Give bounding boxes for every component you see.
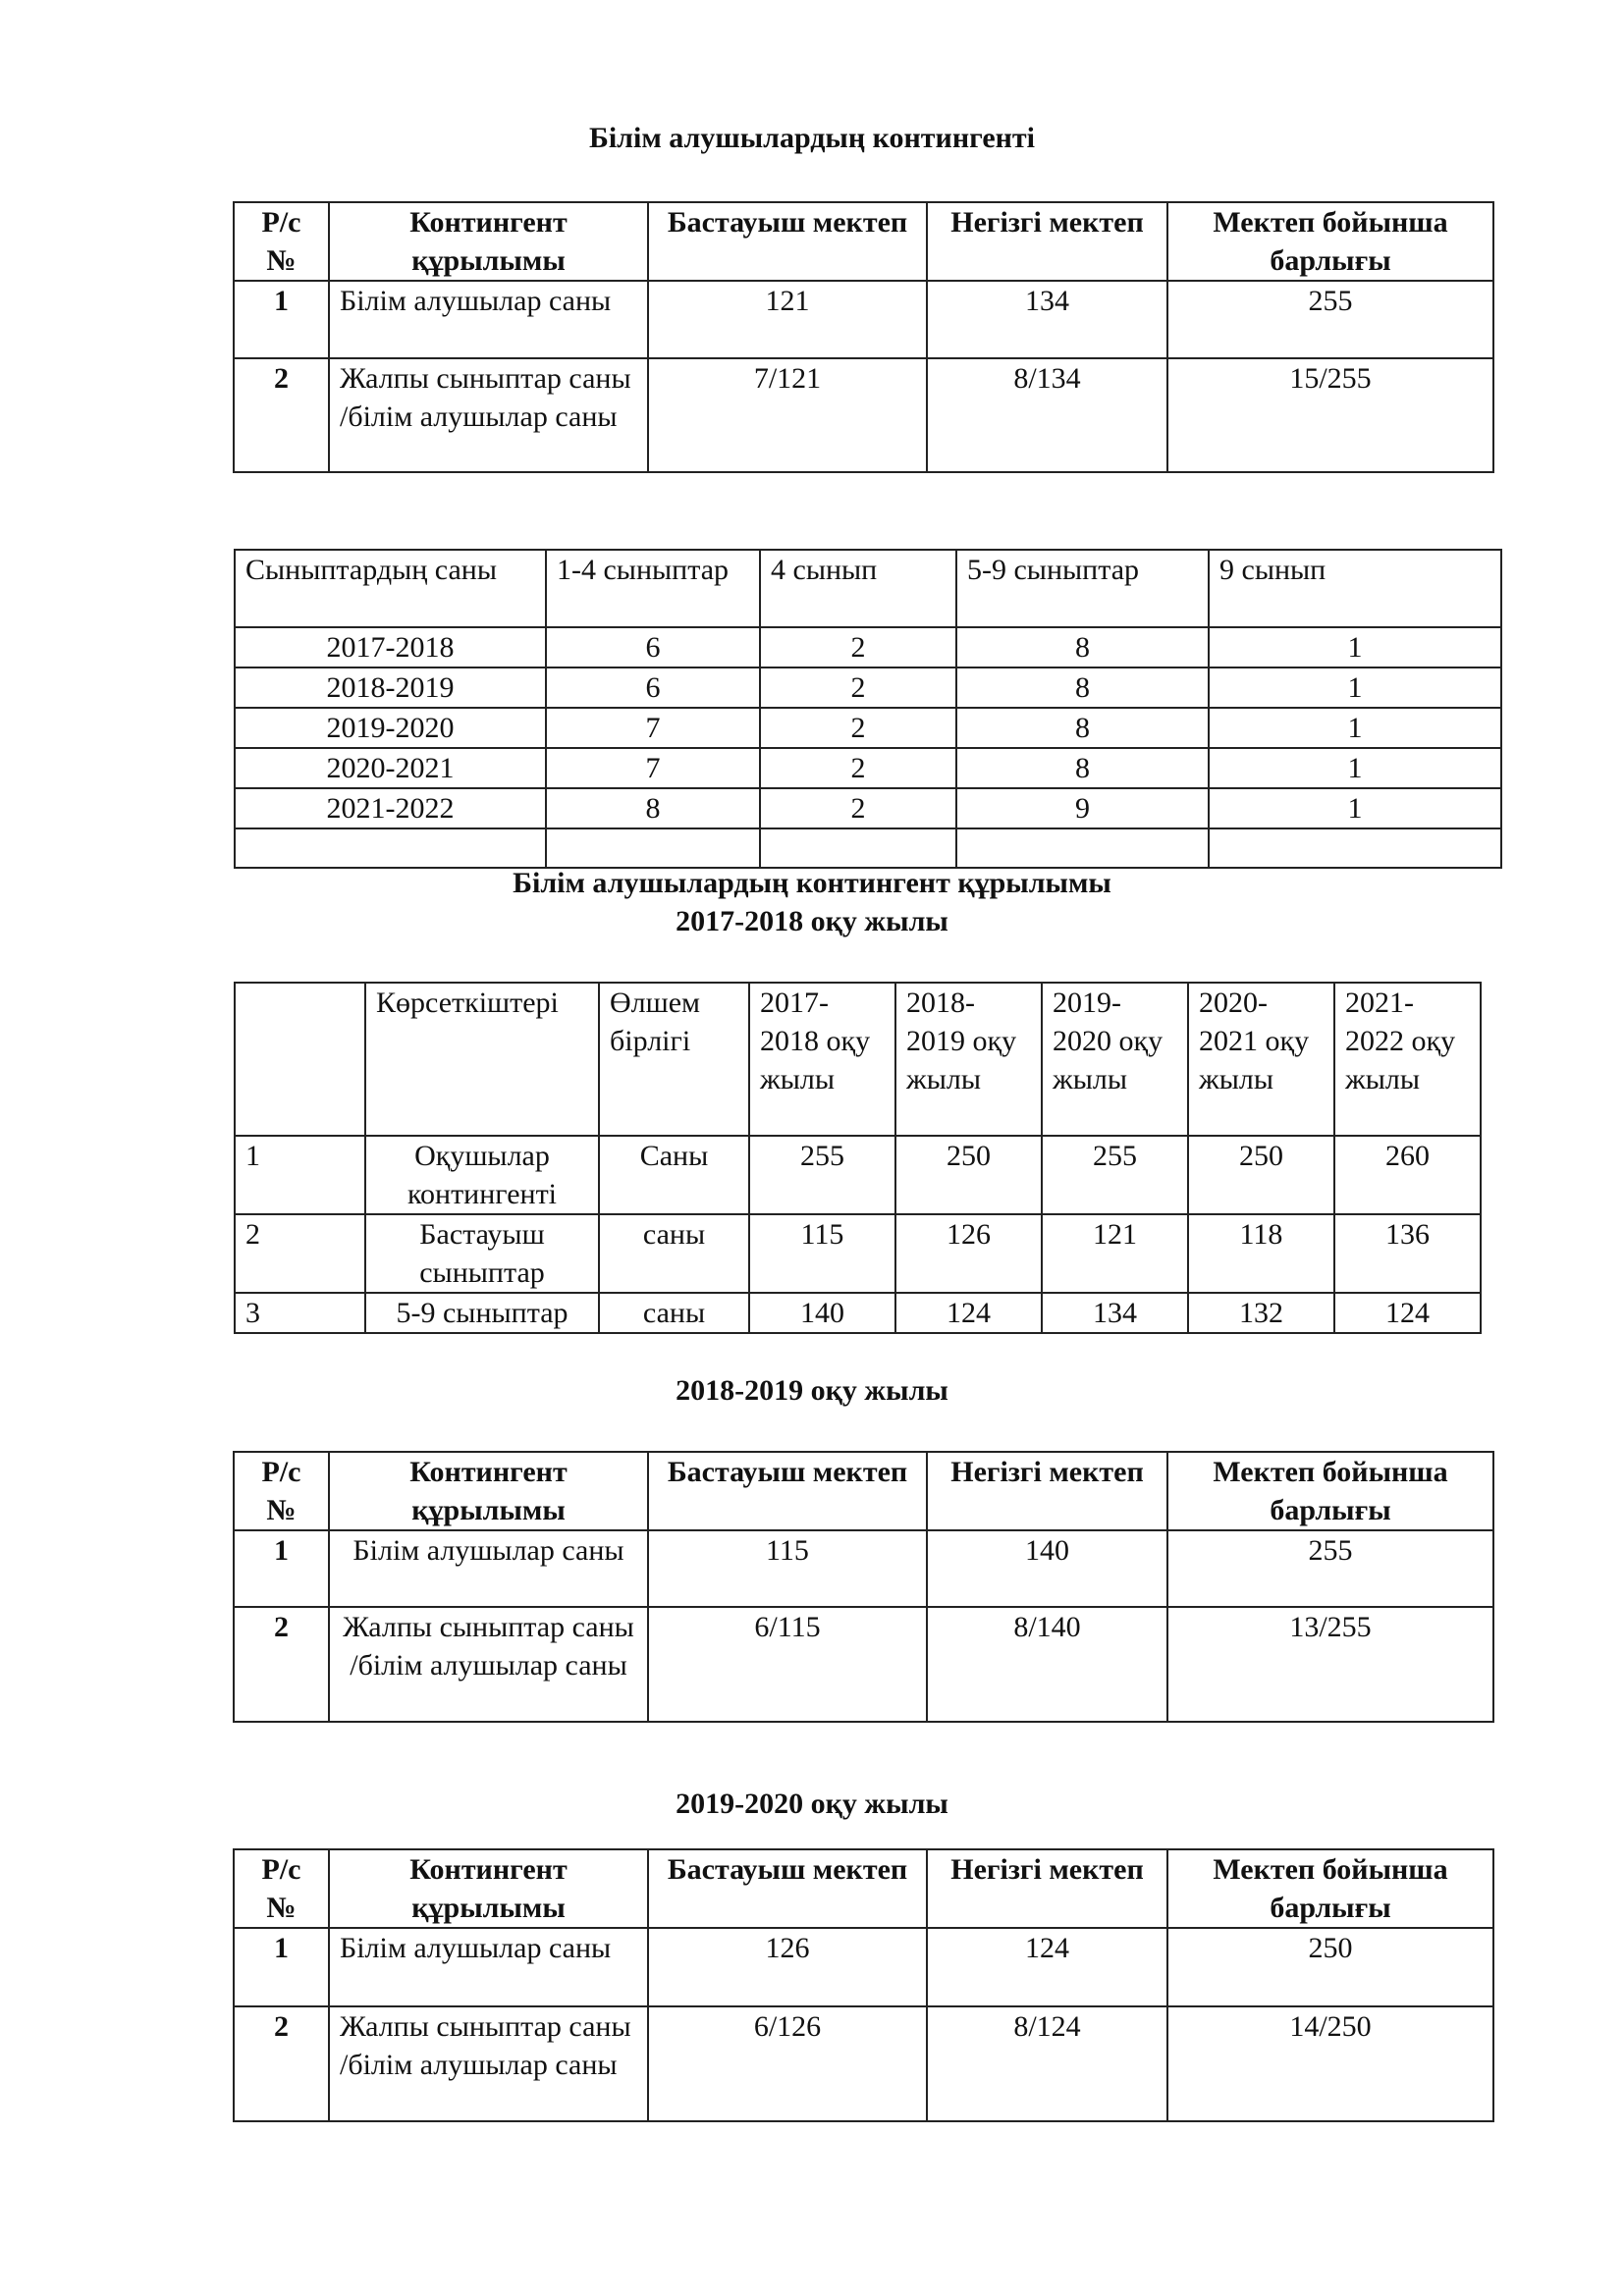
header-cell: Мектеп бойынша барлығы [1167, 1849, 1493, 1928]
value-cell: 1 [1209, 748, 1501, 788]
empty-cell [235, 828, 546, 868]
year-cell: 2018-2019 [235, 667, 546, 708]
cell-total: 15/255 [1167, 358, 1493, 472]
table-header-row [234, 1849, 1493, 1928]
value-cell: 136 [1334, 1214, 1481, 1293]
cell-basic: 8/124 [927, 2006, 1167, 2121]
table-row [235, 627, 1501, 667]
value-cell: 2 [760, 667, 956, 708]
cell-total: 255 [1167, 1530, 1493, 1607]
header-cell: Мектеп бойынша барлығы [1167, 1452, 1493, 1530]
value-cell: 8 [546, 788, 760, 828]
cell-primary: 126 [648, 1928, 927, 2006]
value-cell: 7 [546, 748, 760, 788]
header-cell: 2018-2019 оқу жылы [895, 983, 1042, 1136]
value-cell: 7 [546, 708, 760, 748]
cell-total: 250 [1167, 1928, 1493, 2006]
value-cell: 2 [760, 748, 956, 788]
cell-basic: 134 [927, 281, 1167, 358]
table-row [235, 708, 1501, 748]
value-cell: 9 [956, 788, 1209, 828]
value-cell: 2 [760, 788, 956, 828]
contingent-table-2018-2019 [233, 1451, 1494, 1723]
table-row [235, 1293, 1481, 1333]
value-cell: 8 [956, 708, 1209, 748]
row-number: 1 [235, 1136, 365, 1214]
header-cell: 2021-2022 оқу жылы [1334, 983, 1481, 1136]
table-row [234, 281, 1493, 358]
contingent-table-2019-2020 [233, 1848, 1494, 2122]
cell-primary: 121 [648, 281, 927, 358]
year-cell: 2020-2021 [235, 748, 546, 788]
table-row [234, 2006, 1493, 2121]
value-cell: 132 [1188, 1293, 1334, 1333]
cell-basic: 8/134 [927, 358, 1167, 472]
table-row [234, 1607, 1493, 1722]
empty-cell [546, 828, 760, 868]
row-label: Жалпы сыныптар саны /білім алушылар саны [329, 1607, 648, 1722]
header-cell: 4 сынып [760, 550, 956, 627]
value-cell: 8 [956, 627, 1209, 667]
unit-cell: Саны [599, 1136, 749, 1214]
value-cell: 1 [1209, 667, 1501, 708]
class-count-table [234, 549, 1502, 869]
value-cell: 115 [749, 1214, 895, 1293]
unit-cell: саны [599, 1293, 749, 1333]
row-number: 2 [234, 358, 329, 472]
table-row [235, 788, 1501, 828]
contingent-structure-table [234, 982, 1482, 1334]
table-header-row [234, 202, 1493, 281]
header-cell: 9 сынып [1209, 550, 1501, 627]
cell-total: 255 [1167, 281, 1493, 358]
value-cell: 121 [1042, 1214, 1188, 1293]
value-cell: 8 [956, 667, 1209, 708]
header-cell: 1-4 сыныптар [546, 550, 760, 627]
row-label: Білім алушылар саны [329, 1928, 648, 2006]
unit-cell: саны [599, 1214, 749, 1293]
header-cell: 2019-2020 оқу жылы [1042, 983, 1188, 1136]
row-label: Жалпы сыныптар саны /білім алушылар саны [329, 2006, 648, 2121]
value-cell: 118 [1188, 1214, 1334, 1293]
cell-primary: 7/121 [648, 358, 927, 472]
row-label: Білім алушылар саны [329, 1530, 648, 1607]
value-cell: 140 [749, 1293, 895, 1333]
value-cell: 126 [895, 1214, 1042, 1293]
value-cell: 255 [749, 1136, 895, 1214]
table-header-row [235, 550, 1501, 627]
value-cell: 124 [895, 1293, 1042, 1333]
header-cell: Негізгі мектеп [927, 202, 1167, 281]
row-label: Жалпы сыныптар саны /білім алушылар саны [329, 358, 648, 472]
cell-basic: 140 [927, 1530, 1167, 1607]
value-cell: 6 [546, 667, 760, 708]
section-title: Білім алушылардың контингент құрылымы [513, 867, 1111, 899]
section-title-2019-2020: 2019-2020 оқу жылы [676, 1788, 948, 1820]
value-cell: 1 [1209, 627, 1501, 667]
header-cell [235, 983, 365, 1136]
row-number: 2 [235, 1214, 365, 1293]
header-cell: Р/с № [234, 1849, 329, 1928]
table-header-row [234, 1452, 1493, 1530]
row-number: 1 [234, 1530, 329, 1607]
row-number: 3 [235, 1293, 365, 1333]
header-cell: Сыныптардың саны [235, 550, 546, 627]
header-cell: Негізгі мектеп [927, 1452, 1167, 1530]
year-cell: 2017-2018 [235, 627, 546, 667]
cell-basic: 124 [927, 1928, 1167, 2006]
header-cell: 5-9 сыныптар [956, 550, 1209, 627]
row-number: 1 [234, 1928, 329, 2006]
table-row [234, 358, 1493, 472]
section-subtitle: 2017-2018 оқу жылы [676, 905, 948, 937]
header-cell: Бастауыш мектеп [648, 202, 927, 281]
header-cell: Бастауыш мектеп [648, 1849, 927, 1928]
value-cell: 250 [1188, 1136, 1334, 1214]
cell-total: 14/250 [1167, 2006, 1493, 2121]
row-label: Білім алушылар саны [329, 281, 648, 358]
header-cell: Р/с № [234, 1452, 329, 1530]
header-cell: Контингент құрылымы [329, 1452, 648, 1530]
value-cell: 1 [1209, 788, 1501, 828]
row-number: 2 [234, 1607, 329, 1722]
cell-primary: 6/126 [648, 2006, 927, 2121]
row-label: Бастауыш сыныптар [365, 1214, 599, 1293]
value-cell: 124 [1334, 1293, 1481, 1333]
header-cell: Мектеп бойынша барлығы [1167, 202, 1493, 281]
empty-cell [956, 828, 1209, 868]
value-cell: 6 [546, 627, 760, 667]
contingent-table-summary [233, 201, 1494, 473]
cell-primary: 115 [648, 1530, 927, 1607]
value-cell: 2 [760, 627, 956, 667]
table-row [234, 1928, 1493, 2006]
table-row [235, 748, 1501, 788]
value-cell: 255 [1042, 1136, 1188, 1214]
table-row [235, 1136, 1481, 1214]
header-cell: Өлшем бірлігі [599, 983, 749, 1136]
year-cell: 2021-2022 [235, 788, 546, 828]
section-title-2018-2019: 2018-2019 оқу жылы [676, 1374, 948, 1407]
header-cell: Р/с № [234, 202, 329, 281]
empty-cell [1209, 828, 1501, 868]
cell-primary: 6/115 [648, 1607, 927, 1722]
table-row [235, 1214, 1481, 1293]
header-cell: 2020-2021 оқу жылы [1188, 983, 1334, 1136]
empty-cell [760, 828, 956, 868]
value-cell: 250 [895, 1136, 1042, 1214]
row-label: Оқушылар контингенті [365, 1136, 599, 1214]
header-cell: Көрсеткіштері [365, 983, 599, 1136]
row-label: 5-9 сыныптар [365, 1293, 599, 1333]
table-row-empty [235, 828, 1501, 868]
value-cell: 8 [956, 748, 1209, 788]
value-cell: 1 [1209, 708, 1501, 748]
header-cell: Негізгі мектеп [927, 1849, 1167, 1928]
header-cell: Бастауыш мектеп [648, 1452, 927, 1530]
page-title: Білім алушылардың контингенті [589, 122, 1035, 154]
header-cell: Контингент құрылымы [329, 202, 648, 281]
year-cell: 2019-2020 [235, 708, 546, 748]
cell-total: 13/255 [1167, 1607, 1493, 1722]
row-number: 1 [234, 281, 329, 358]
row-number: 2 [234, 2006, 329, 2121]
value-cell: 260 [1334, 1136, 1481, 1214]
table-header-row [235, 983, 1481, 1136]
table-row [234, 1530, 1493, 1607]
cell-basic: 8/140 [927, 1607, 1167, 1722]
value-cell: 2 [760, 708, 956, 748]
header-cell: Контингент құрылымы [329, 1849, 648, 1928]
table-row [235, 667, 1501, 708]
header-cell: 2017-2018 оқу жылы [749, 983, 895, 1136]
value-cell: 134 [1042, 1293, 1188, 1333]
